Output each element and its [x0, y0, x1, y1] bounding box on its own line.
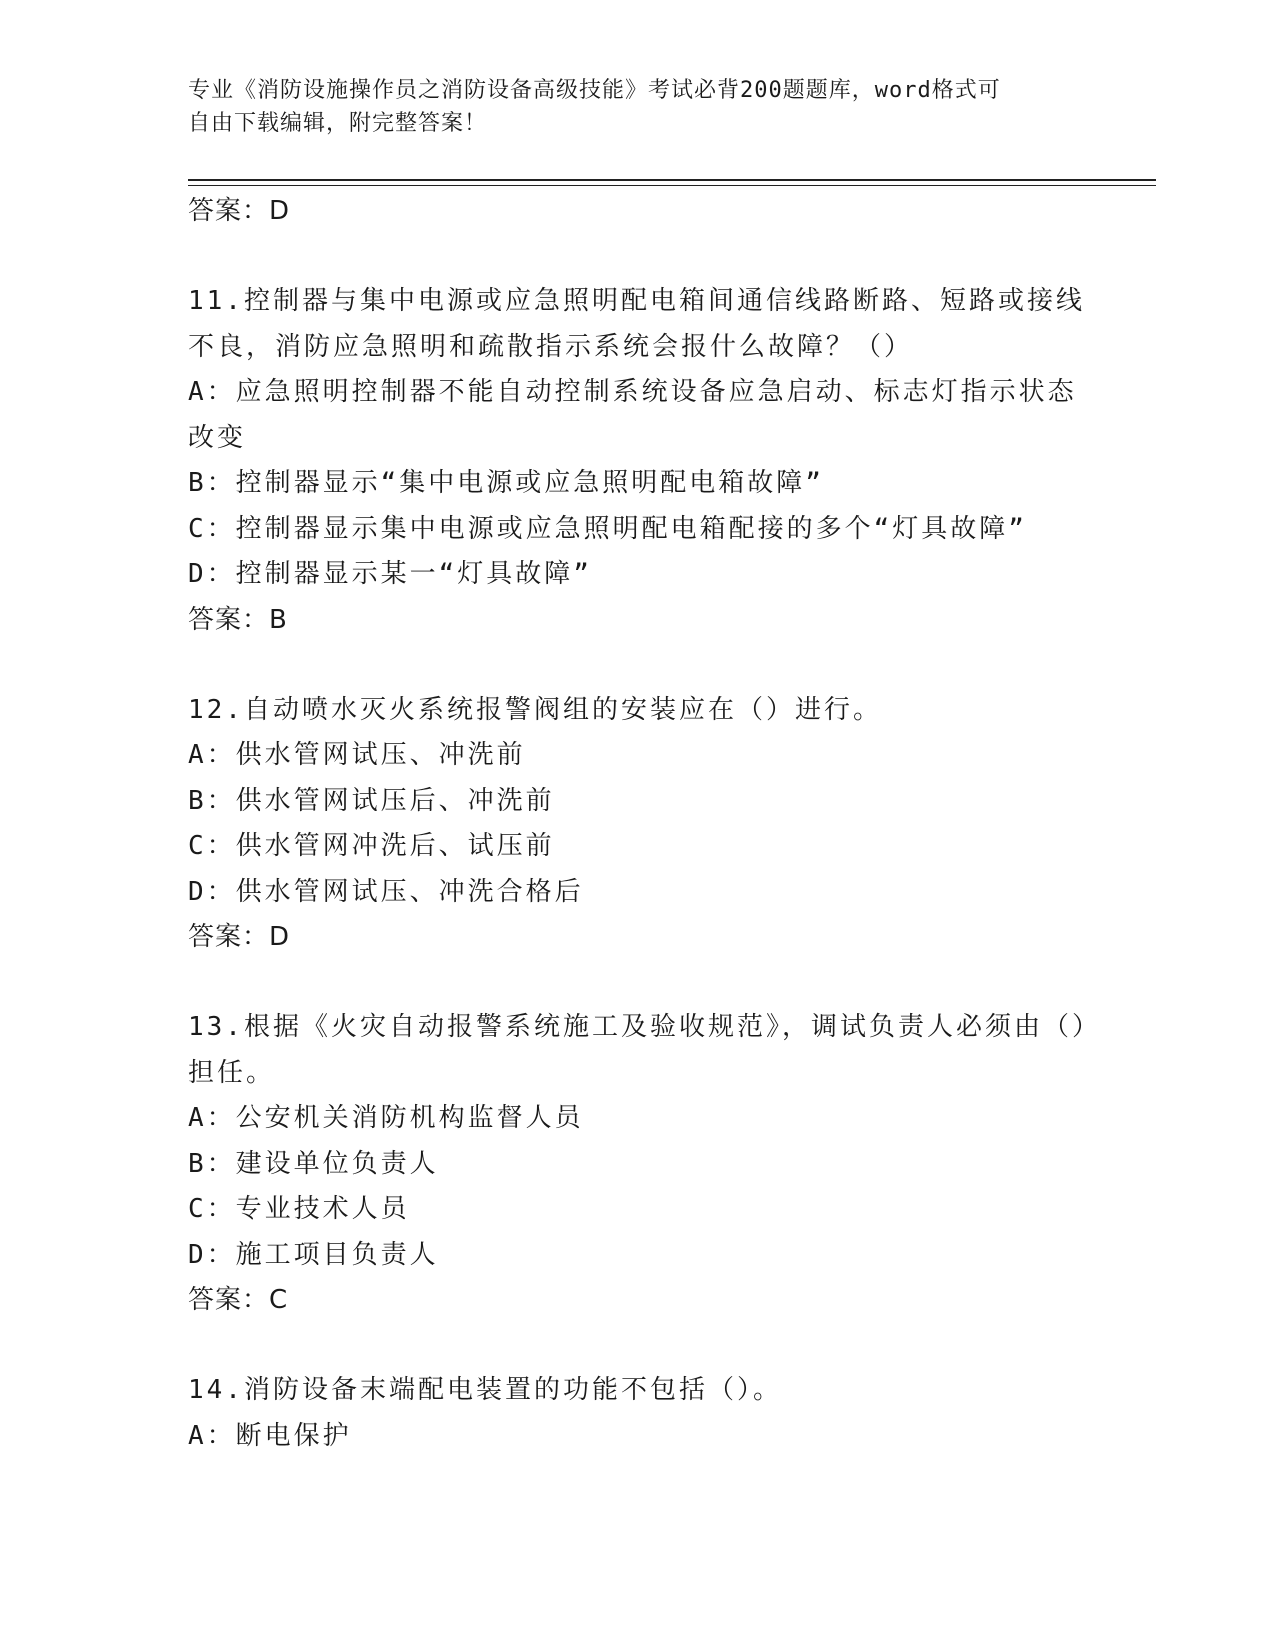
answer-q13: 答案：C [188, 1285, 289, 1315]
option-a: A：公安机关消防机构监督人员 [188, 1103, 584, 1133]
answer-q11: 答案：B [188, 604, 288, 635]
header-line-2: 自由下载编辑，附完整答案！ [188, 111, 488, 136]
option-a: A：断电保护 [188, 1420, 352, 1451]
option-c: C：控制器显示集中电源或应急照明配电箱配接的多个“灯具故障” [188, 513, 1027, 544]
option-c: C：专业技术人员 [188, 1194, 410, 1224]
option-b: B：供水管网试压后、冲洗前 [188, 785, 555, 816]
option-a: A：应急照明控制器不能自动控制系统设备应急启动、标志灯指示状态改变 [188, 377, 1077, 453]
question-text: 12.自动喷水灭火系统报警阀组的安装应在（）进行。 [188, 694, 882, 725]
question-14 [188, 1368, 1088, 1459]
option-a: A：供水管网试压、冲洗前 [188, 740, 526, 770]
option-b: B：控制器显示“集中电源或应急照明配电箱故障” [188, 468, 824, 498]
option-d: D：施工项目负责人 [188, 1239, 439, 1270]
option-c: C：供水管网冲洗后、试压前 [188, 831, 555, 861]
header-divider-thin [188, 185, 1156, 186]
option-b: B：建设单位负责人 [188, 1148, 439, 1179]
header-divider-thick [188, 179, 1156, 181]
option-d: D：控制器显示某一“灯具故障” [188, 559, 592, 589]
question-13 [188, 1005, 1088, 1322]
answer-q10: 答案：D [188, 196, 291, 226]
question-text: 14.消防设备末端配电装置的功能不包括（）。 [188, 1375, 782, 1405]
document-header [188, 74, 1088, 140]
option-d: D：供水管网试压、冲洗合格后 [188, 876, 584, 907]
question-11 [188, 279, 1088, 642]
answer-q12: 答案：D [188, 922, 291, 952]
header-line-1: 专业《消防设施操作员之消防设备高级技能》考试必背200题题库，word格式可 [188, 78, 1001, 103]
question-text: 11.控制器与集中电源或应急照明配电箱间通信线路断路、短路或接线不良，消防应急照明和疏散指示系统会报什么故障？（） [188, 286, 1085, 362]
document-body [188, 189, 1088, 1505]
question-text: 13.根据《火灾自动报警系统施工及验收规范》，调试负责人必须由（）担任。 [188, 1012, 1088, 1088]
question-12 [188, 688, 1088, 960]
